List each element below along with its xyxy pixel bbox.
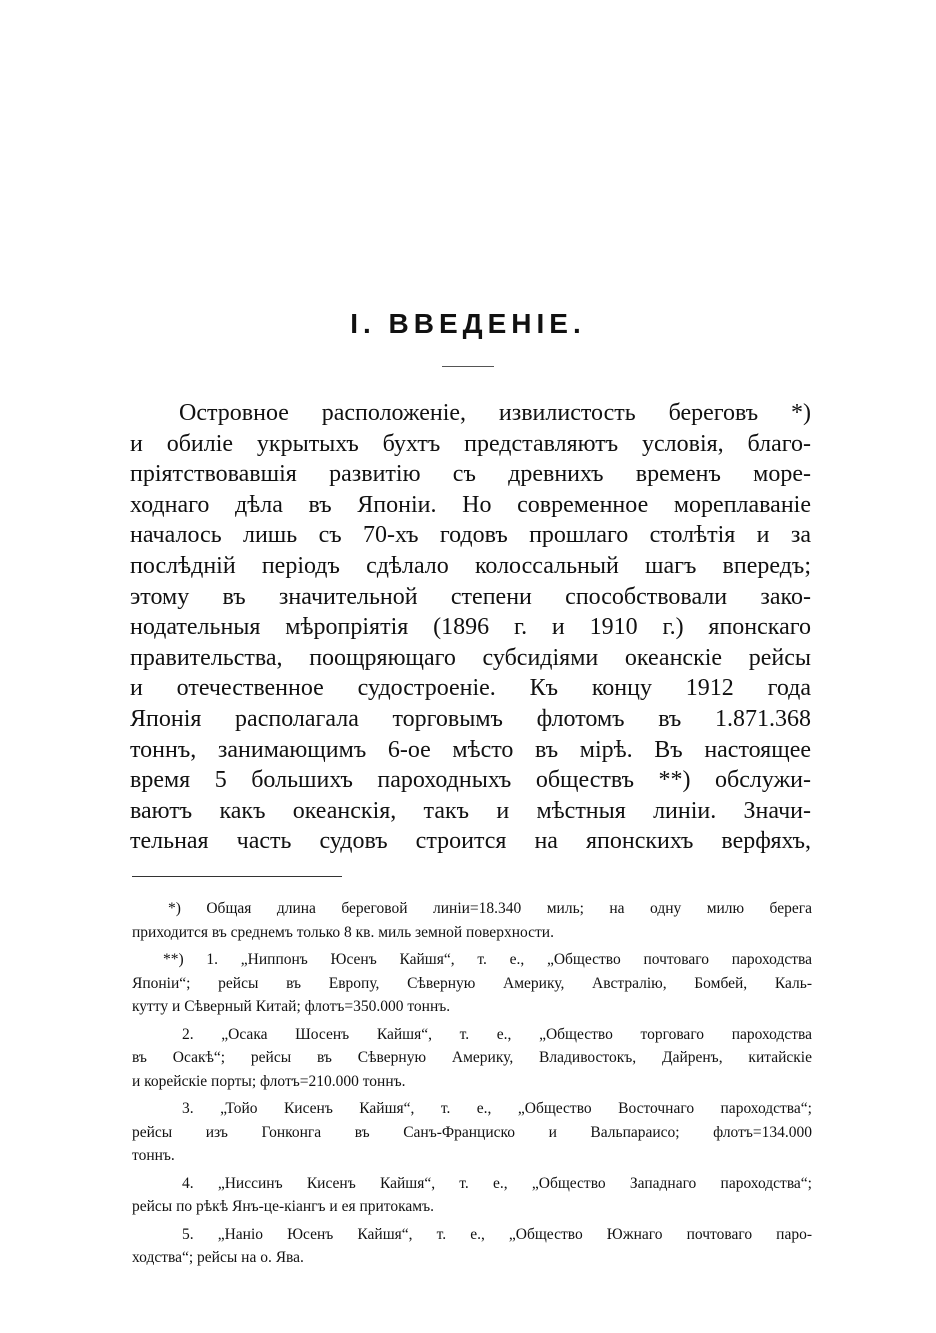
- body-paragraph: [130, 398, 811, 857]
- footnote-line: тоннъ.: [132, 1147, 175, 1164]
- body-line: ходнаго дѣла въ Японіи. Но современное мореплаваніе: [130, 491, 811, 518]
- footnote-line: кутту и Сѣверный Китай; флотъ=350.000 тоннъ.: [132, 998, 451, 1015]
- title-divider: [442, 366, 494, 367]
- footnote-line: 5. „Наніо Юсенъ Кайшя“, т. е., „Общество Южнаго почтоваго паро-: [182, 1225, 812, 1243]
- footnote-line: *) Общая длина береговой линіи=18.340 миль; на одну милю берега: [168, 900, 812, 917]
- body-line: и отечественное судостроеніе. Къ концу 1912 года: [130, 675, 811, 702]
- footnote-line: рейсы изъ Гонконга въ Санъ-Франциско и Вальпараисо; флотъ=134.000: [132, 1123, 812, 1141]
- footnote-line: **) 1. „Ниппонъ Юсенъ Кайшя“, т. е., „Общество почтоваго пароходства: [163, 951, 812, 968]
- body-line: ваютъ какъ океанскія, такъ и мѣстныя линіи. Значи-: [130, 797, 811, 824]
- footnote-line: ходства“; рейсы на о. Ява.: [132, 1249, 304, 1266]
- footnotes: [132, 897, 812, 1270]
- body-line: время 5 большихъ пароходныхъ обществъ **) обслужи-: [130, 767, 811, 794]
- body-line: нодательныя мѣропріятія (1896 г. и 1910 г.) японскаго: [130, 614, 811, 641]
- body-line: тоннъ, занимающимъ 6-ое мѣсто въ мірѣ. Въ настоящее: [130, 736, 811, 763]
- chapter-title: I. ВВЕДЕНІЕ.: [350, 308, 586, 339]
- footnote-line: рейсы по рѣкѣ Янъ-це-кіангъ и ея притокамъ.: [132, 1198, 434, 1215]
- footnote-line: и корейскіе порты; флотъ=210.000 тоннъ.: [132, 1072, 406, 1090]
- body-line: послѣдній періодъ сдѣлало колоссальный шагъ впередъ;: [130, 552, 811, 579]
- body-line: и обиліе укрытыхъ бухтъ представляютъ условія, благо-: [130, 430, 811, 457]
- footnote-line: Японіи“; рейсы въ Европу, Сѣверную Америку, Австралію, Бомбей, Каль-: [132, 974, 812, 992]
- footnote-line: 3. „Тойо Кисенъ Кайшя“, т. е., „Общество Восточнаго пароходства“;: [182, 1100, 812, 1117]
- body-line: началось лишь съ 70-хъ годовъ прошлаго столѣтія и за: [130, 522, 811, 549]
- footnote-line: 2. „Осака Шосенъ Кайшя“, т. е., „Общество торговаго пароходства: [182, 1025, 812, 1043]
- body-line: тельная часть судовъ строится на японскихъ верфяхъ,: [130, 828, 811, 855]
- body-line: Японія располагала торговымъ флотомъ въ 1.871.368: [130, 705, 811, 732]
- body-line: этому въ значительной степени способствовали зако-: [130, 583, 811, 610]
- footnote-line: приходится въ среднемъ только 8 кв. миль земной поверхности.: [132, 923, 554, 941]
- body-line: пріятствовавшія развитію съ древнихъ временъ море-: [130, 461, 811, 488]
- footnote-line: въ Осакѣ“; рейсы въ Сѣверную Америку, Владивостокъ, Дайренъ, китайскіе: [132, 1049, 812, 1066]
- body-line: правительства, поощряющаго субсидіями океанскіе рейсы: [130, 644, 811, 671]
- footnote-line: 4. „Ниссинъ Кисенъ Кайшя“, т. е., „Общество Западнаго пароходства“;: [182, 1174, 812, 1192]
- footnote-divider: [132, 876, 342, 877]
- body-line: Островное расположеніе, извилистость береговъ *): [179, 400, 811, 426]
